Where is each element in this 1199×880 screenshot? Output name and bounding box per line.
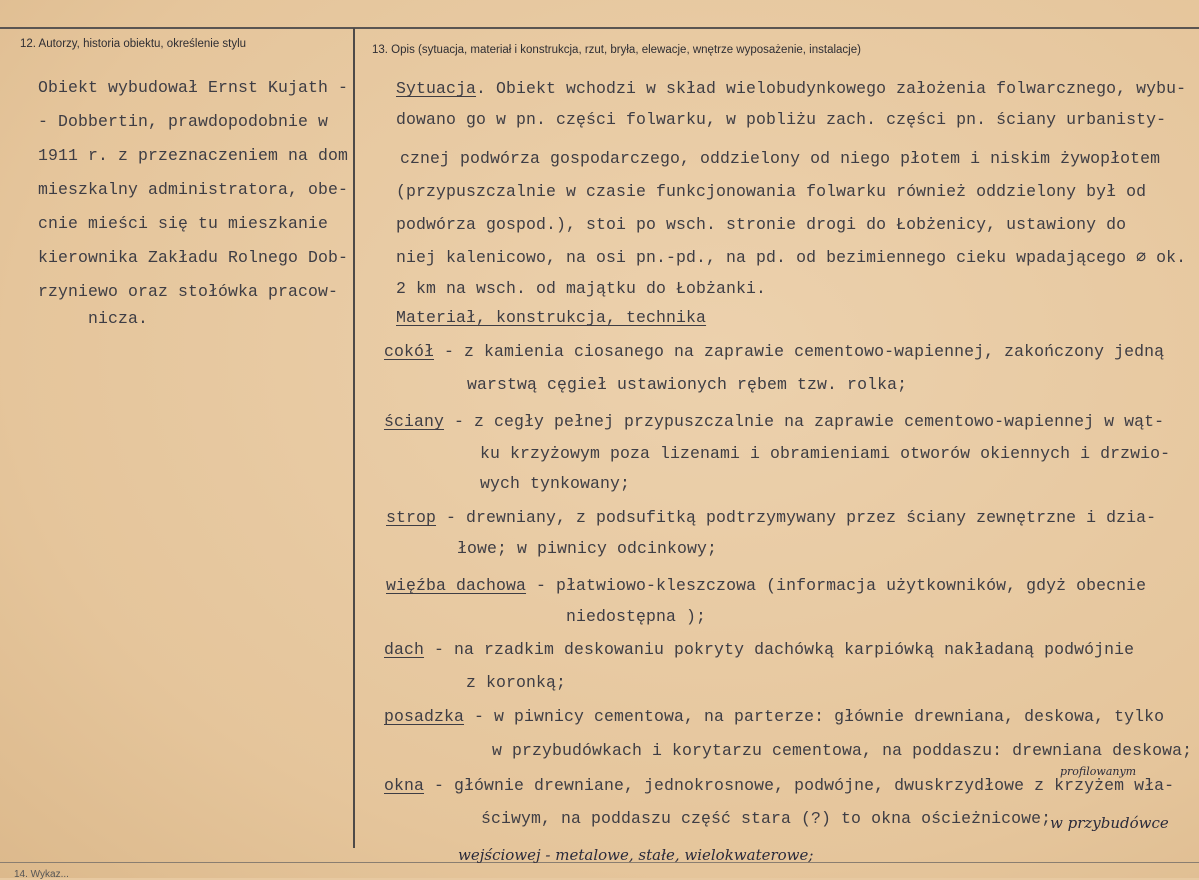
text-cokol: - z kamienia ciosanego na zaprawie cementowo-wapiennej, zakończony jedną xyxy=(434,342,1165,361)
item-strop-cont-1: łowe; w piwnicy odcinkowy; xyxy=(457,539,718,558)
sytuacja-line-6: niej kalenicowo, na osi pn.-pd., na pd. od bezimiennego cieku wpadającego ⌀ ok. xyxy=(396,248,1187,267)
item-cokol xyxy=(384,342,1164,361)
handwritten-last-line: wejściowej - metalowe, stałe, wielokwaterowe; xyxy=(458,846,814,864)
term-dach: dach xyxy=(384,640,425,659)
item-wiezba-cont-1: niedostępna ); xyxy=(566,607,707,626)
left-line-6: kierownika Zakładu Rolnego Dob- xyxy=(38,248,349,267)
text-posadzka: - w piwnicy cementowa, na parterze: głównie drewniana, deskowa, tylko xyxy=(464,707,1165,726)
left-column-header: 12. Autorzy, historia obiektu, określenie stylu xyxy=(20,38,247,50)
material-heading: Materiał, konstrukcja, technika xyxy=(396,308,707,327)
term-sciany: ściany xyxy=(384,412,445,431)
sytuacja-line-1 xyxy=(396,79,1186,98)
left-line-8: nicza. xyxy=(88,309,149,328)
item-sciany xyxy=(384,412,1164,431)
term-cokol: cokół xyxy=(384,342,435,361)
item-cokol-cont-1: warstwą cęgieł ustawionych rębem tzw. rolka; xyxy=(467,375,908,394)
left-line-4: mieszkalny administratora, obe- xyxy=(38,180,349,199)
term-posadzka: posadzka xyxy=(384,707,465,726)
sytuacja-first-text: . Obiekt wchodzi w skład wielobudynkowego założenia folwarcznego, wybu- xyxy=(476,79,1187,98)
item-posadzka-cont-1: w przybudówkach i korytarzu cementowa, na poddaszu: drewniana deskowa; xyxy=(492,741,1193,760)
item-sciany-cont-2: wych tynkowany; xyxy=(480,474,631,493)
right-column-header: 13. Opis (sytuacja, materiał i konstrukcja, rzut, bryła, elewacje, wnętrze wyposażenie, instalacje) xyxy=(372,44,861,56)
left-line-7: rzyniewo oraz stołówka pracow- xyxy=(38,282,339,301)
left-line-5: cnie mieści się tu mieszkanie xyxy=(38,214,329,233)
handwritten-profilowanym: profilowanym xyxy=(1060,765,1137,778)
sytuacja-line-7: 2 km na wsch. od majątku do Łobżanki. xyxy=(396,279,767,298)
text-dach: - na rzadkim deskowaniu pokryty dachówką karpiówką nakładaną podwójnie xyxy=(424,640,1135,659)
sytuacja-line-5: podwórza gospod.), stoi po wsch. stronie drogi do Łobżenicy, ustawiony do xyxy=(396,215,1127,234)
next-section-label: 14. Wykaz... xyxy=(14,869,69,880)
left-line-2: - Dobbertin, prawdopodobnie w xyxy=(38,112,329,131)
sytuacja-label: Sytuacja xyxy=(396,79,477,98)
term-wiezba: więźba dachowa xyxy=(386,576,527,595)
text-wiezba: - płatwiowo-kleszczowa (informacja użytkowników, gdyż obecnie xyxy=(526,576,1147,595)
sytuacja-line-4: (przypuszczalnie w czasie funkcjonowania folwarku również oddzielony był od xyxy=(396,182,1147,201)
text-sciany: - z cegły pełnej przypuszczalnie na zaprawie cementowo-wapiennej w wąt- xyxy=(444,412,1165,431)
sytuacja-line-2: dowano go w pn. części folwarku, w pobliżu zach. części pn. ściany urbanisty- xyxy=(396,110,1167,129)
column-divider xyxy=(353,28,355,848)
item-posadzka xyxy=(384,707,1164,726)
top-rule xyxy=(0,27,1199,29)
left-line-1: Obiekt wybudował Ernst Kujath - xyxy=(38,78,349,97)
item-wiezba xyxy=(386,576,1146,595)
item-strop xyxy=(386,508,1156,527)
handwritten-przybudowce: w przybudówce xyxy=(1050,814,1169,832)
term-strop: strop xyxy=(386,508,437,527)
text-strop: - drewniany, z podsufitką podtrzymywany przez ściany zewnętrzne i dzia- xyxy=(436,508,1157,527)
item-okna-cont-1: ściwym, na poddaszu część stara (?) to okna ościeżnicowe; xyxy=(481,809,1052,828)
item-okna xyxy=(384,776,1174,795)
item-dach-cont-1: z koronką; xyxy=(466,673,567,692)
left-line-3: 1911 r. z przeznaczeniem na dom xyxy=(38,146,349,165)
text-okna: - głównie drewniane, jednokrosnowe, podwójne, dwuskrzydłowe z krzyżem wła- xyxy=(424,776,1175,795)
item-sciany-cont-1: ku krzyżowym poza lizenami i obramieniami otworów okiennych i drzwio- xyxy=(480,444,1171,463)
item-dach xyxy=(384,640,1134,659)
term-okna: okna xyxy=(384,776,425,795)
sytuacja-line-3: cznej podwórza gospodarczego, oddzielony od niego płotem i niskim żywopłotem xyxy=(400,149,1161,168)
